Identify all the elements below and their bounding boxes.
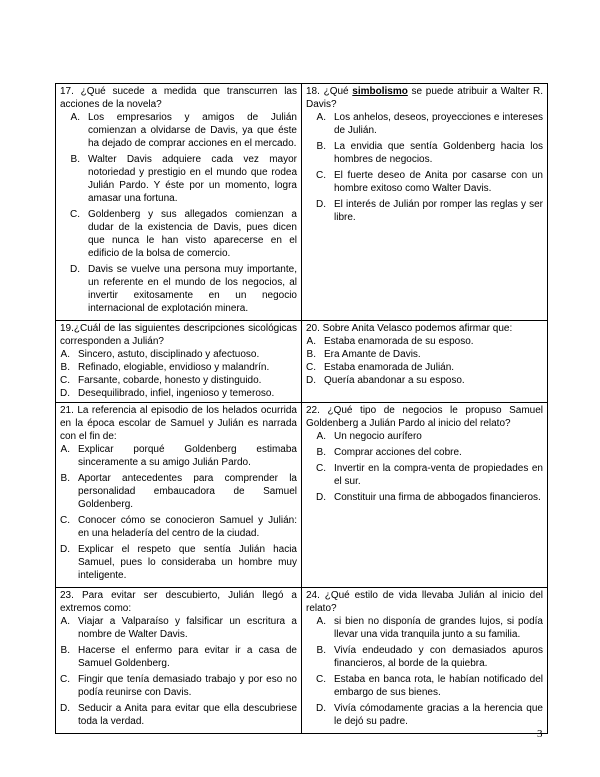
option-letter: C.: [316, 674, 326, 685]
option-text: Desequilibrado, infiel, ingenioso y temeroso.: [78, 388, 275, 399]
question-20-text: 20. Sobre Anita Velasco podemos afirmar que:: [306, 323, 513, 334]
option-letter: B.: [60, 473, 70, 484]
option-item: [306, 702, 543, 728]
question-20-cell: [302, 321, 548, 403]
option-text: Estaba enamorada de Julián.: [324, 362, 455, 373]
option-item: [60, 111, 297, 150]
option-item: [60, 153, 297, 205]
question-24-text: 24. ¿Qué estilo de vida llevaba Julián al inicio del relato?: [306, 590, 543, 614]
question-24-cell: [302, 588, 548, 734]
option-letter: D.: [316, 703, 326, 714]
option-text: Un negocio aurífero: [334, 431, 422, 442]
question-19-options: [60, 348, 297, 400]
option-text: Davis se vuelve una persona muy importante, un referente en el mundo de los negocios, al invertir exitosamente en un negocio internacional de explotación minera.: [88, 264, 297, 314]
question-22-cell: [302, 403, 548, 588]
question-table: [55, 83, 548, 734]
option-item: [60, 615, 297, 641]
option-letter: C.: [60, 515, 70, 526]
option-item: [60, 514, 297, 540]
option-item: [306, 348, 543, 361]
option-text: Walter Davis adquiere cada vez mayor notoriedad y prestigio en el mundo que rodea Julián Pardo. Y éste por un momento, logra amasar una fortuna.: [88, 154, 297, 204]
question-24-options: [306, 615, 543, 728]
option-letter: A.: [70, 112, 80, 123]
question-22-text: 22. ¿Qué tipo de negocios le propuso Samuel Goldenberg a Julián Pardo al inicio del relato?: [306, 405, 543, 429]
option-item: [60, 361, 297, 374]
option-item: [306, 169, 543, 195]
option-letter: B.: [316, 645, 326, 656]
question-19-cell: [56, 321, 302, 403]
question-23-text: 23. Para evitar ser descubierto, Julián llegó a extremos como:: [60, 590, 297, 614]
option-text: La envidia que sentía Goldenberg hacia los hombres de negocios.: [334, 141, 543, 165]
question-21-options: [60, 443, 297, 582]
option-text: Vivía cómodamente gracias a la herencia que le dejó su padre.: [334, 703, 543, 727]
option-item: [306, 198, 543, 224]
option-item: [306, 361, 543, 374]
option-letter: C.: [306, 362, 316, 373]
option-text: Explicar porqué Goldenberg estimaba sinceramente a su amigo Julián Pardo.: [78, 444, 297, 468]
option-text: Goldenberg y sus allegados comienzan a dudar de la existencia de Davis, pues dicen que nunca le han visto aparecerse en el edificio de la bolsa de comercio.: [88, 209, 297, 259]
option-item: [60, 263, 297, 315]
option-letter: D.: [60, 388, 70, 399]
question-22-options: [306, 430, 543, 504]
option-item: [60, 387, 297, 400]
question-23-cell: [56, 588, 302, 734]
option-item: [306, 111, 543, 137]
option-letter: B.: [60, 362, 70, 373]
option-text: El fuerte deseo de Anita por casarse con un hombre exitoso como Walter Davis.: [334, 170, 543, 194]
option-text: Estaba en banca rota, le habían notificado del embargo de sus bienes.: [334, 674, 543, 698]
option-text: Los empresarios y amigos de Julián comienzan a olvidarse de Davis, ya que éste ha dejado de comprar acciones en el mercado.: [88, 112, 297, 149]
option-letter: C.: [60, 375, 70, 386]
option-text: Los anhelos, deseos, proyecciones e intereses de Julián.: [334, 112, 543, 136]
option-text: Fingir que tenía demasiado trabajo y por eso no podía reunirse con Davis.: [78, 674, 297, 698]
table-row: [56, 588, 548, 734]
question-18-suffix: se puede atribuir a Walter R. Davis?: [306, 86, 544, 110]
option-letter: D.: [316, 492, 326, 503]
option-letter: A.: [316, 112, 326, 123]
option-item: [306, 430, 543, 443]
option-letter: B.: [60, 645, 70, 656]
question-18-options: [306, 111, 543, 224]
option-item: [306, 673, 543, 699]
option-letter: B.: [70, 154, 80, 165]
option-item: [60, 208, 297, 260]
question-17-options: [60, 111, 297, 315]
option-letter: D.: [306, 375, 316, 386]
option-item: [306, 462, 543, 488]
question-18-cell: [302, 84, 548, 321]
option-letter: A.: [60, 444, 70, 455]
option-text: Seducir a Anita para evitar que ella descubriese toda la verdad.: [78, 703, 297, 727]
option-letter: C.: [316, 463, 326, 474]
option-text: Constituir una firma de abbogados financieros.: [334, 492, 541, 503]
option-item: [306, 374, 543, 387]
question-18-emphasis: simbolismo: [352, 86, 408, 97]
option-item: [60, 348, 297, 361]
option-letter: D.: [60, 703, 70, 714]
option-item: [306, 446, 543, 459]
option-letter: D.: [70, 264, 80, 275]
option-text: Conocer cómo se conocieron Samuel y Julián: en una heladería del centro de la ciudad.: [78, 515, 297, 539]
option-item: [306, 615, 543, 641]
option-item: [60, 443, 297, 469]
option-letter: B.: [316, 141, 326, 152]
option-item: [306, 335, 543, 348]
question-19-text: 19.¿Cuál de las siguientes descripciones sicológicas corresponden a Julián?: [60, 323, 297, 347]
question-18-prefix: 18. ¿Qué: [306, 86, 353, 97]
question-17-cell: [56, 84, 302, 321]
option-text: Quería abandonar a su esposo.: [324, 375, 465, 386]
table-row: [56, 403, 548, 588]
option-letter: A.: [60, 349, 70, 360]
option-letter: D.: [316, 199, 326, 210]
option-text: Viajar a Valparaíso y falsificar un escritura a nombre de Walter Davis.: [78, 616, 297, 640]
option-text: El interés de Julián por romper las reglas y ser libre.: [334, 199, 543, 223]
option-text: Explicar el respeto que sentía Julián hacia Samuel, pues lo consideraba un hombre muy inteligente.: [78, 544, 297, 581]
option-text: Aportar antecedentes para comprender la personalidad embaucadora de Samuel Goldenberg.: [78, 473, 297, 510]
option-letter: B.: [316, 447, 326, 458]
question-18-text: [306, 85, 543, 111]
question-21-cell: [56, 403, 302, 588]
option-letter: C.: [70, 209, 80, 220]
option-letter: B.: [306, 349, 316, 360]
option-text: Invertir en la compra-venta de propiedades en el sur.: [334, 463, 543, 487]
option-letter: C.: [60, 674, 70, 685]
option-letter: A.: [306, 336, 316, 347]
table-row: [56, 321, 548, 403]
option-text: Vivía endeudado y con demasiados apuros financieros, al borde de la quiebra.: [334, 645, 543, 669]
option-item: [60, 543, 297, 582]
question-17-text: 17. ¿Qué sucede a medida que transcurren las acciones de la novela?: [60, 86, 297, 110]
option-letter: D.: [60, 544, 70, 555]
question-23-options: [60, 615, 297, 728]
option-text: Sincero, astuto, disciplinado y afectuoso.: [78, 349, 260, 360]
option-letter: A.: [316, 616, 326, 627]
question-20-options: [306, 335, 543, 387]
option-item: [60, 472, 297, 511]
option-letter: A.: [316, 431, 326, 442]
option-text: Farsante, cobarde, honesto y distinguido.: [78, 375, 262, 386]
option-item: [60, 702, 297, 728]
table-row: [56, 84, 548, 321]
option-item: [306, 140, 543, 166]
option-letter: C.: [316, 170, 326, 181]
option-text: Hacerse el enfermo para evitar ir a casa de Samuel Goldenberg.: [78, 645, 297, 669]
option-item: [60, 673, 297, 699]
option-item: [60, 644, 297, 670]
option-text: si bien no disponía de grandes lujos, si podía llevar una vida tranquila junto a su familia.: [334, 616, 543, 640]
option-letter: A.: [60, 616, 70, 627]
option-item: [306, 491, 543, 504]
option-item: [306, 644, 543, 670]
option-item: [60, 374, 297, 387]
page-number: 3: [537, 728, 543, 740]
option-text: Refinado, elogiable, envidioso y malandrín.: [78, 362, 270, 373]
option-text: Estaba enamorada de su esposo.: [324, 336, 474, 347]
option-text: Comprar acciones del cobre.: [334, 447, 462, 458]
question-21-text: 21. La referencia al episodio de los helados ocurrida en la época escolar de Samuel y Julián es narrada con el fin de:: [60, 405, 297, 442]
option-text: Era Amante de Davis.: [324, 349, 421, 360]
